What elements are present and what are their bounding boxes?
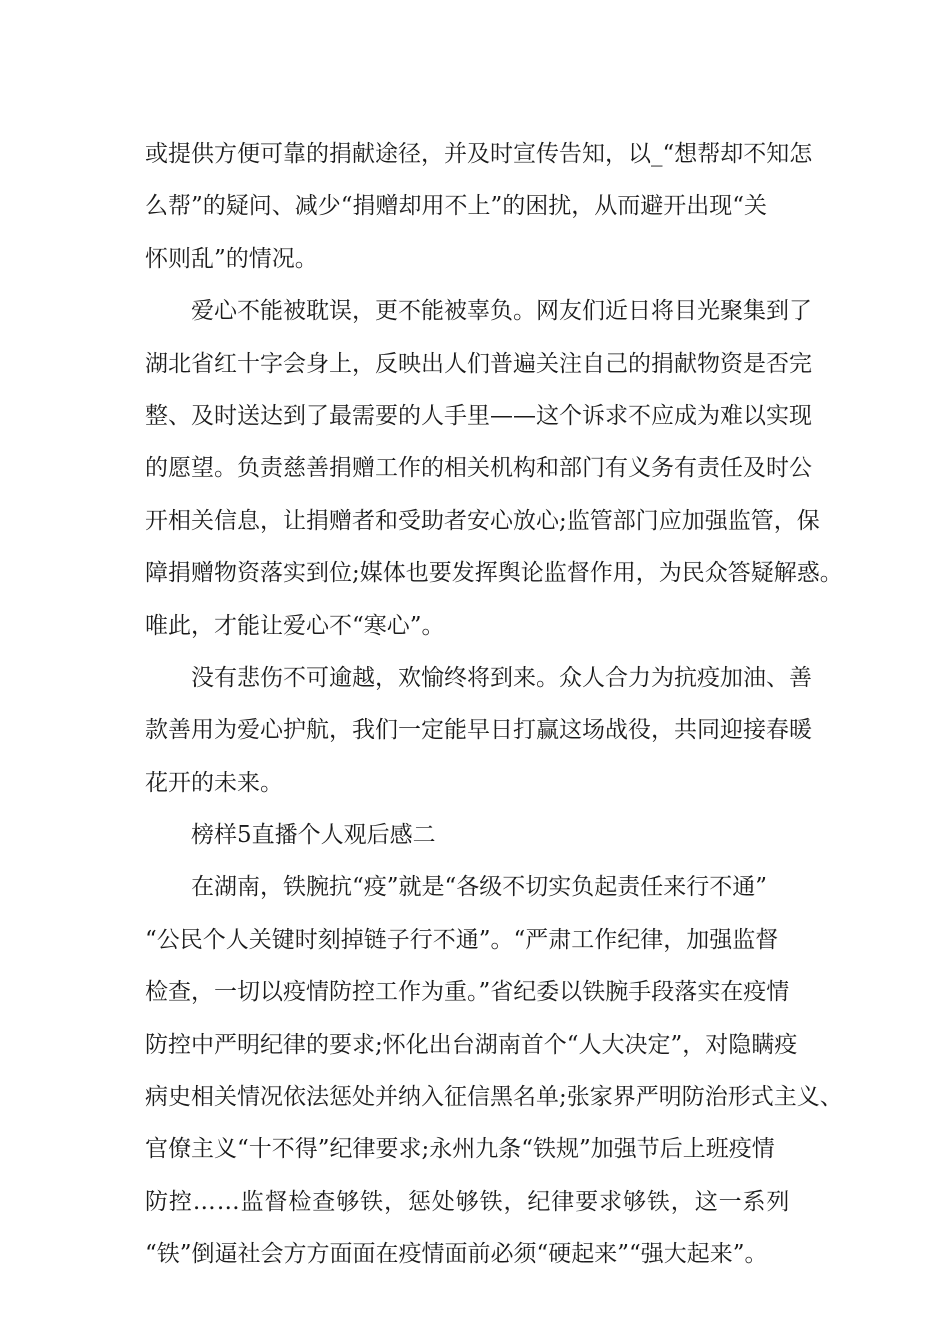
text-line-7: 的愿望。负责慈善捐赠工作的相关机构和部门有义务有责任及时公 xyxy=(145,455,812,482)
paragraph-start-line-15: 在湖南，铁腕抗“疫”就是“各级不切实负起责任来行不通” xyxy=(191,874,768,901)
text-line-16: “公民个人关键时刻掉链子行不通”。“严肃工作纪律，加强监督 xyxy=(145,926,779,953)
text-line-17: 检查，一切以疫情防控工作为重。”省纪委以铁腕手段落实在疫情 xyxy=(145,979,790,1006)
text-line-10: 唯此，才能让爱心不“寒心”。 xyxy=(145,612,445,639)
text-line-8: 开相关信息，让捐赠者和受助者安心放心;监管部门应加强监管，保 xyxy=(145,507,820,534)
text-line-5: 湖北省红十字会身上，反映出人们普遍关注自己的捐献物资是否完 xyxy=(145,350,812,377)
document-body xyxy=(145,128,843,1281)
text-line-13: 花开的未来。 xyxy=(145,769,283,796)
text-line-9: 障捐赠物资落实到位;媒体也要发挥舆论监督作用，为民众答疑解惑。 xyxy=(145,560,843,587)
text-line-18: 防控中严明纪律的要求;怀化出台湖南首个“人大决定”，对隐瞒疫 xyxy=(145,1031,798,1058)
text-line-12: 款善用为爱心护航，我们一定能早日打赢这场战役，共同迎接春暖 xyxy=(145,717,812,744)
paragraph-start-line-11: 没有悲伤不可逾越，欢愉终将到来。众人合力为抗疫加油、善 xyxy=(191,664,812,691)
text-line-2: 么帮”的疑问、减少“捐赠却用不上”的困扰，从而避开出现“关 xyxy=(145,193,768,220)
text-line-6: 整、及时送达到了最需要的人手里——这个诉求不应成为难以实现 xyxy=(145,402,812,429)
text-line-21: 防控……监督检查够铁，惩处够铁，纪律要求够铁，这一系列 xyxy=(145,1188,791,1215)
section-heading: 榜样5直播个人观后感二 xyxy=(191,822,436,849)
text-line-20: 官僚主义“十不得”纪律要求;永州九条“铁规”加强节后上班疫情 xyxy=(145,1136,775,1163)
text-line-22: “铁”倒逼社会方方面面在疫情面前必须“硬起来”“强大起来”。 xyxy=(145,1241,768,1268)
text-line-3: 怀则乱”的情况。 xyxy=(145,245,318,272)
text-line-19: 病史相关情况依法惩处并纳入征信黑名单;张家界严明防治形式主义、 xyxy=(145,1084,843,1111)
text-line-1: 或提供方便可靠的捐献途径，并及时宣传告知，以_“想帮却不知怎 xyxy=(145,141,813,167)
paragraph-start-line-4: 爱心不能被耽误，更不能被辜负。网友们近日将目光聚集到了 xyxy=(191,298,812,325)
